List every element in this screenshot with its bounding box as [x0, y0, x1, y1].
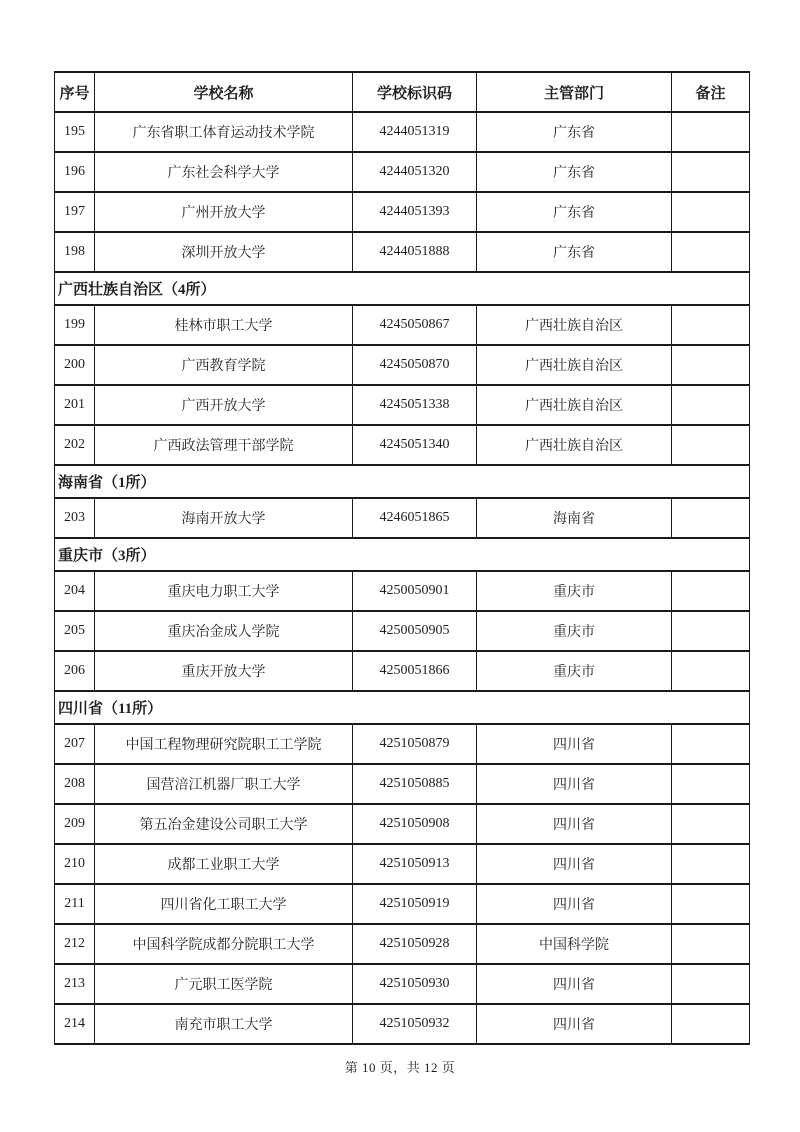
table-row	[55, 425, 750, 465]
cell-serial-number: 211	[55, 884, 95, 924]
cell-supervising-department: 四川省	[477, 724, 672, 764]
cell-serial-number: 202	[55, 425, 95, 465]
province-section-row	[55, 272, 750, 305]
cell-supervising-department: 重庆市	[477, 651, 672, 691]
cell-school-name: 南充市职工大学	[95, 1004, 353, 1044]
cell-remarks	[672, 498, 750, 538]
cell-remarks	[672, 964, 750, 1004]
cell-serial-number: 196	[55, 152, 95, 192]
cell-remarks	[672, 192, 750, 232]
cell-serial-number: 212	[55, 924, 95, 964]
cell-supervising-department: 四川省	[477, 804, 672, 844]
cell-remarks	[672, 112, 750, 152]
cell-supervising-department: 中国科学院	[477, 924, 672, 964]
cell-school-name: 桂林市职工大学	[95, 305, 353, 345]
table-row	[55, 964, 750, 1004]
cell-supervising-department: 四川省	[477, 884, 672, 924]
cell-school-code: 4244051888	[353, 232, 477, 272]
cell-school-code: 4245050870	[353, 345, 477, 385]
cell-school-code: 4251050913	[353, 844, 477, 884]
cell-school-code: 4245050867	[353, 305, 477, 345]
cell-serial-number: 207	[55, 724, 95, 764]
cell-school-code: 4244051319	[353, 112, 477, 152]
table-row	[55, 924, 750, 964]
cell-supervising-department: 广东省	[477, 232, 672, 272]
cell-serial-number: 203	[55, 498, 95, 538]
cell-remarks	[672, 724, 750, 764]
cell-remarks	[672, 844, 750, 884]
cell-school-name: 广西政法管理干部学院	[95, 425, 353, 465]
cell-supervising-department: 四川省	[477, 764, 672, 804]
header-supervising-department: 主管部门	[477, 72, 672, 112]
table-row	[55, 884, 750, 924]
school-table-body	[55, 112, 750, 1044]
cell-school-code: 4244051393	[353, 192, 477, 232]
cell-supervising-department: 广东省	[477, 152, 672, 192]
cell-remarks	[672, 1004, 750, 1044]
table-row	[55, 724, 750, 764]
cell-serial-number: 195	[55, 112, 95, 152]
cell-school-code: 4251050885	[353, 764, 477, 804]
cell-remarks	[672, 611, 750, 651]
cell-school-name: 中国科学院成都分院职工大学	[95, 924, 353, 964]
province-section-label: 四川省（11所）	[55, 691, 750, 724]
province-section-label: 海南省（1所）	[55, 465, 750, 498]
cell-school-name: 重庆开放大学	[95, 651, 353, 691]
cell-school-name: 第五冶金建设公司职工大学	[95, 804, 353, 844]
cell-school-code: 4251050932	[353, 1004, 477, 1044]
cell-supervising-department: 广西壮族自治区	[477, 305, 672, 345]
cell-serial-number: 201	[55, 385, 95, 425]
cell-serial-number: 205	[55, 611, 95, 651]
cell-school-code: 4246051865	[353, 498, 477, 538]
table-row	[55, 345, 750, 385]
cell-supervising-department: 重庆市	[477, 611, 672, 651]
header-serial-number: 序号	[55, 72, 95, 112]
cell-school-name: 广州开放大学	[95, 192, 353, 232]
cell-school-code: 4250050905	[353, 611, 477, 651]
cell-supervising-department: 海南省	[477, 498, 672, 538]
cell-school-name: 广西开放大学	[95, 385, 353, 425]
cell-remarks	[672, 924, 750, 964]
table-row	[55, 232, 750, 272]
header-school-name: 学校名称	[95, 72, 353, 112]
cell-school-code: 4251050919	[353, 884, 477, 924]
province-section-label: 广西壮族自治区（4所）	[55, 272, 750, 305]
cell-serial-number: 198	[55, 232, 95, 272]
cell-remarks	[672, 884, 750, 924]
cell-school-code: 4250050901	[353, 571, 477, 611]
cell-serial-number: 214	[55, 1004, 95, 1044]
province-section-label: 重庆市（3所）	[55, 538, 750, 571]
table-row	[55, 152, 750, 192]
cell-school-name: 国营涪江机器厂职工大学	[95, 764, 353, 804]
table-row	[55, 305, 750, 345]
school-table	[54, 71, 750, 1045]
province-section-row	[55, 465, 750, 498]
table-row	[55, 764, 750, 804]
cell-school-name: 海南开放大学	[95, 498, 353, 538]
cell-supervising-department: 广西壮族自治区	[477, 425, 672, 465]
cell-school-name: 重庆冶金成人学院	[95, 611, 353, 651]
cell-school-name: 重庆电力职工大学	[95, 571, 353, 611]
cell-remarks	[672, 385, 750, 425]
cell-school-code: 4245051340	[353, 425, 477, 465]
table-row	[55, 385, 750, 425]
cell-remarks	[672, 305, 750, 345]
table-row	[55, 1004, 750, 1044]
table-row	[55, 192, 750, 232]
table-row	[55, 844, 750, 884]
cell-school-name: 广元职工医学院	[95, 964, 353, 1004]
table-row	[55, 112, 750, 152]
cell-remarks	[672, 651, 750, 691]
cell-remarks	[672, 152, 750, 192]
table-row	[55, 651, 750, 691]
table-header-row	[55, 72, 750, 112]
cell-school-code: 4250051866	[353, 651, 477, 691]
cell-school-name: 成都工业职工大学	[95, 844, 353, 884]
page-number-footer: 第 10 页，共 12 页	[344, 1060, 456, 1075]
cell-supervising-department: 广东省	[477, 112, 672, 152]
cell-serial-number: 200	[55, 345, 95, 385]
cell-serial-number: 209	[55, 804, 95, 844]
cell-school-name: 中国工程物理研究院职工工学院	[95, 724, 353, 764]
cell-school-code: 4251050908	[353, 804, 477, 844]
cell-remarks	[672, 232, 750, 272]
cell-school-code: 4245051338	[353, 385, 477, 425]
cell-school-code: 4251050930	[353, 964, 477, 1004]
cell-supervising-department: 四川省	[477, 844, 672, 884]
cell-school-name: 四川省化工职工大学	[95, 884, 353, 924]
table-row	[55, 611, 750, 651]
province-section-row	[55, 691, 750, 724]
cell-serial-number: 204	[55, 571, 95, 611]
cell-school-name: 广东省职工体育运动技术学院	[95, 112, 353, 152]
cell-school-name: 广东社会科学大学	[95, 152, 353, 192]
cell-serial-number: 210	[55, 844, 95, 884]
table-row	[55, 571, 750, 611]
cell-school-code: 4251050879	[353, 724, 477, 764]
cell-supervising-department: 四川省	[477, 964, 672, 1004]
cell-serial-number: 197	[55, 192, 95, 232]
cell-remarks	[672, 425, 750, 465]
cell-supervising-department: 重庆市	[477, 571, 672, 611]
cell-remarks	[672, 345, 750, 385]
cell-school-name: 广西教育学院	[95, 345, 353, 385]
cell-remarks	[672, 764, 750, 804]
table-row	[55, 804, 750, 844]
header-remarks: 备注	[672, 72, 750, 112]
cell-school-code: 4244051320	[353, 152, 477, 192]
cell-serial-number: 208	[55, 764, 95, 804]
cell-school-name: 深圳开放大学	[95, 232, 353, 272]
province-section-row	[55, 538, 750, 571]
table-row	[55, 498, 750, 538]
cell-serial-number: 206	[55, 651, 95, 691]
cell-supervising-department: 广东省	[477, 192, 672, 232]
cell-supervising-department: 四川省	[477, 1004, 672, 1044]
cell-school-code: 4251050928	[353, 924, 477, 964]
cell-supervising-department: 广西壮族自治区	[477, 345, 672, 385]
cell-serial-number: 199	[55, 305, 95, 345]
cell-supervising-department: 广西壮族自治区	[477, 385, 672, 425]
header-school-code: 学校标识码	[353, 72, 477, 112]
cell-remarks	[672, 571, 750, 611]
cell-serial-number: 213	[55, 964, 95, 1004]
cell-remarks	[672, 804, 750, 844]
